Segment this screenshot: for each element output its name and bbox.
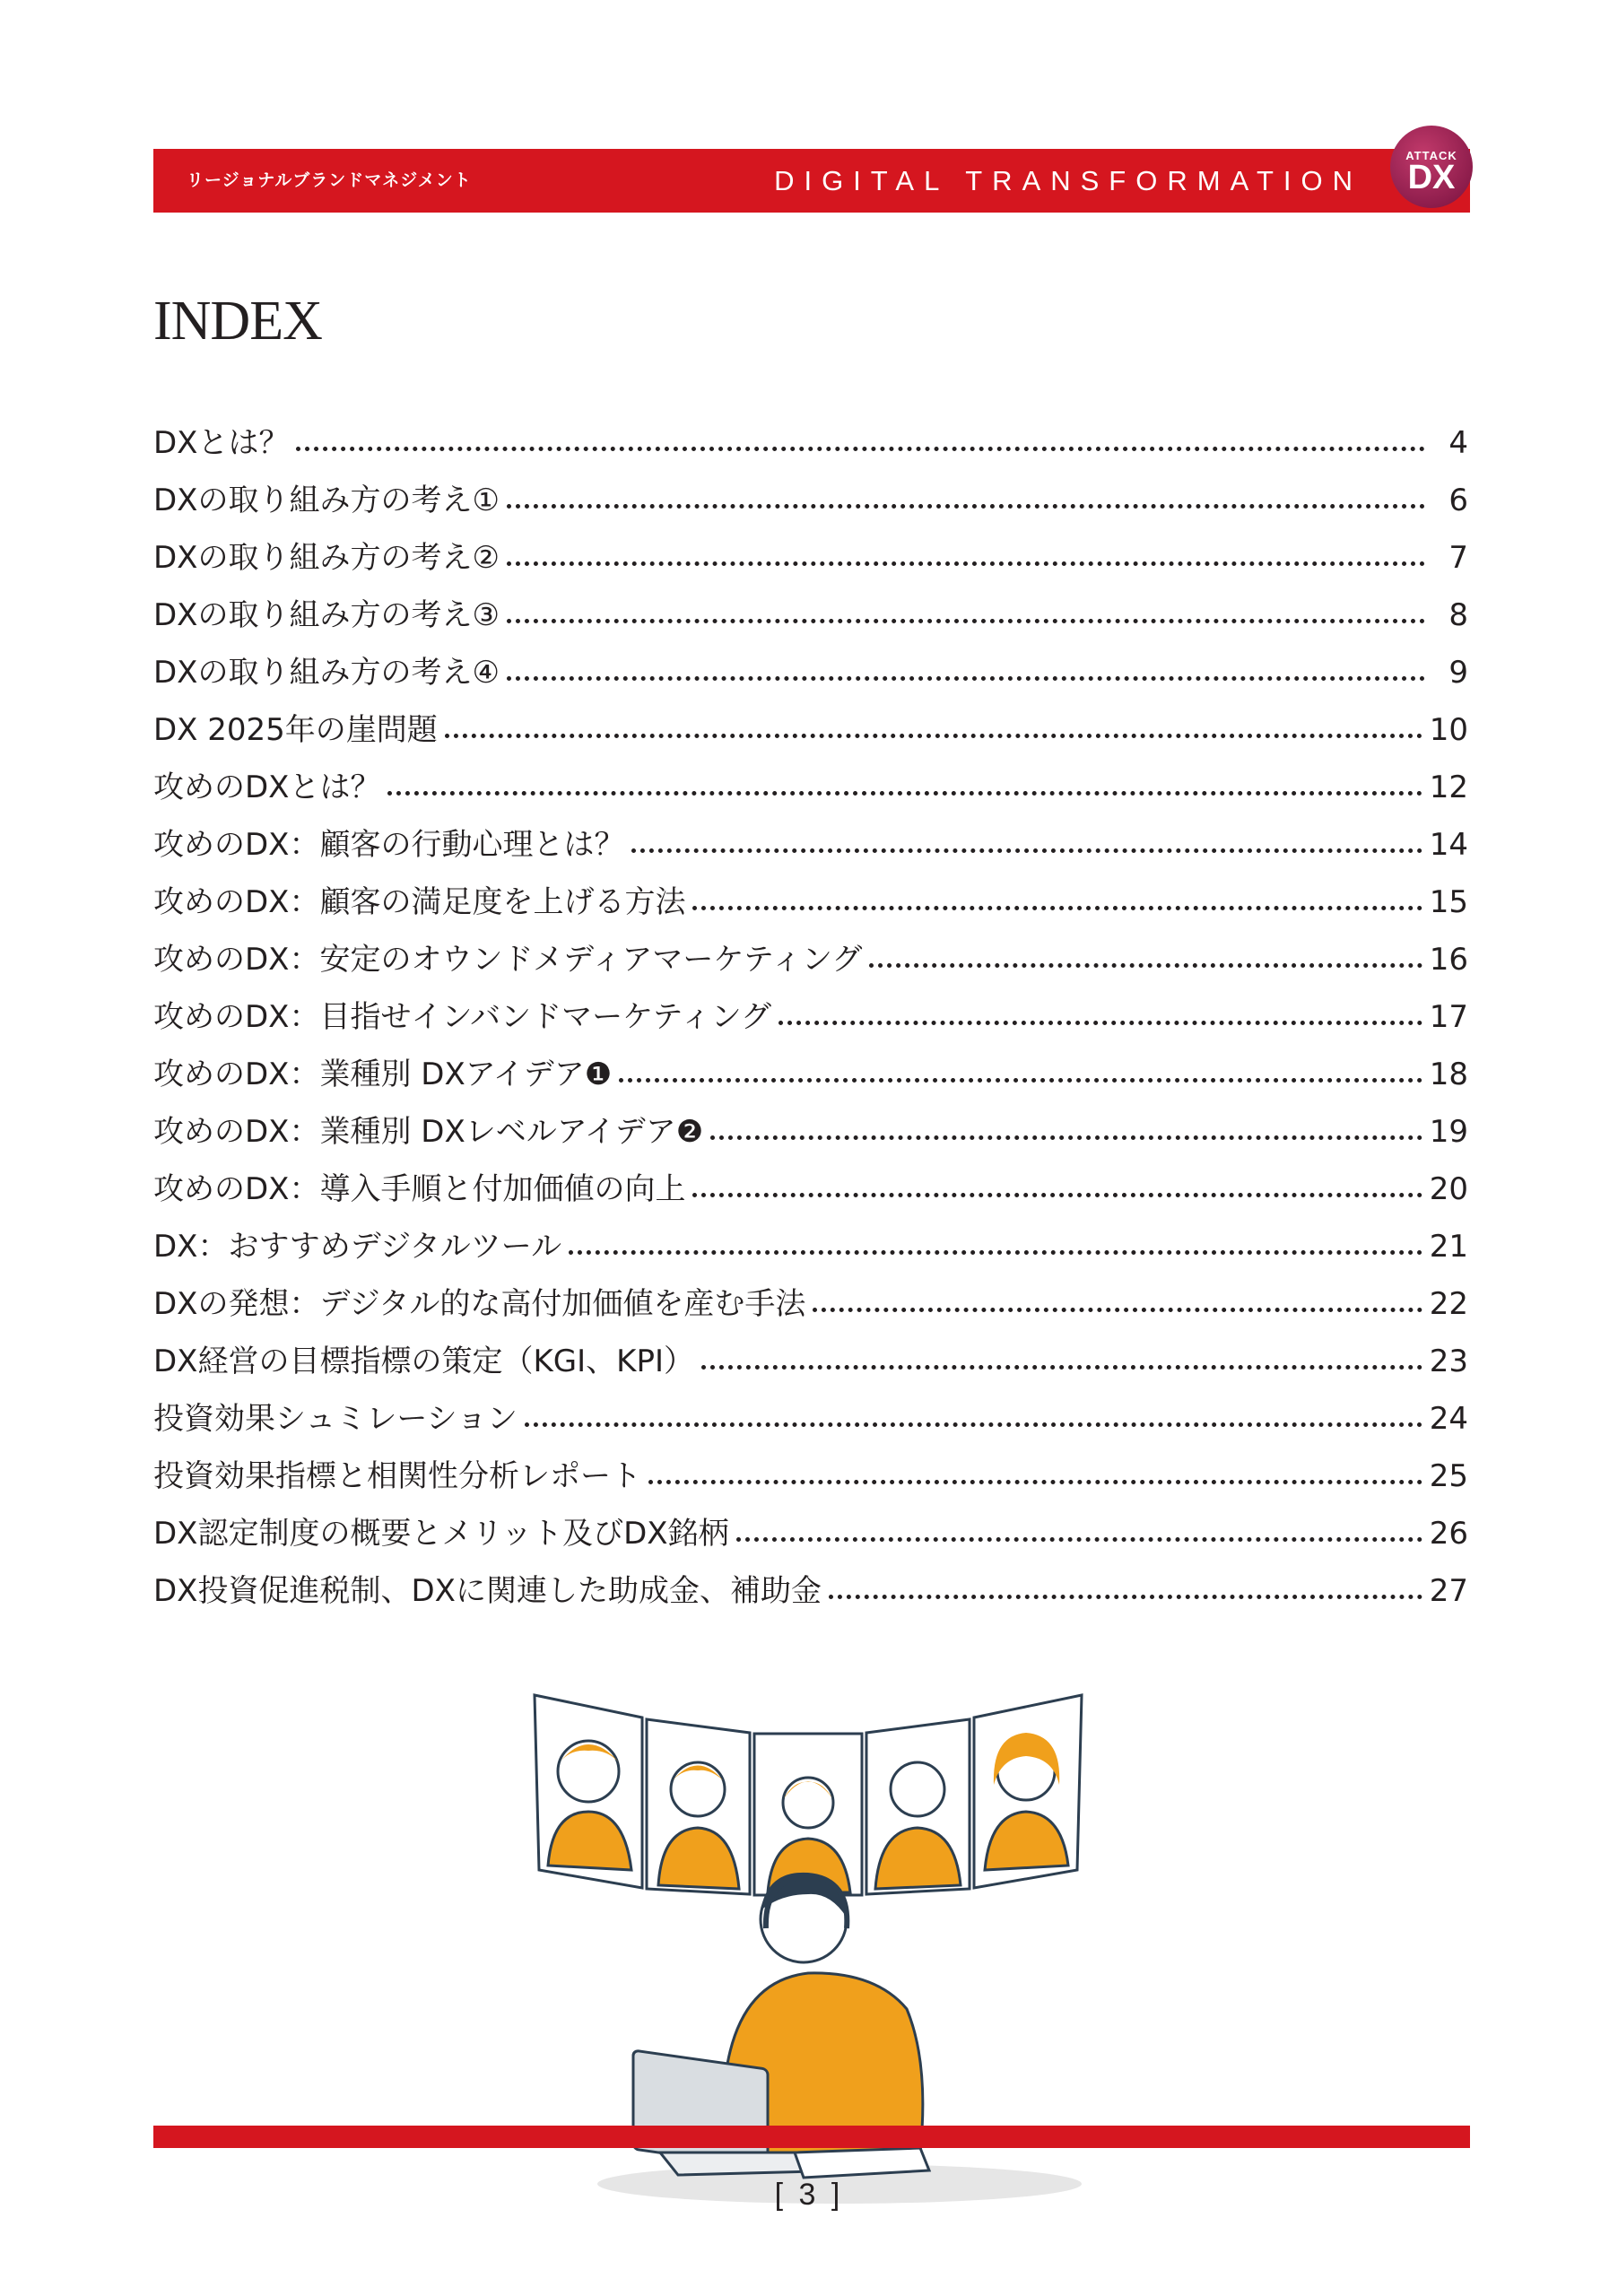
toc-item-page-number: 7 xyxy=(1448,540,1468,576)
toc-item[interactable] xyxy=(153,931,1468,988)
toc-item-leader-dots xyxy=(701,1365,1422,1370)
toc-item[interactable] xyxy=(153,529,1468,587)
toc-item-page-number: 26 xyxy=(1429,1516,1468,1552)
table-of-contents xyxy=(153,414,1468,1620)
toc-item-label: 攻めのDX：目指せインバンドマーケティング xyxy=(153,999,772,1035)
toc-item-label: DX経営の目標指標の策定（KGI、KPI） xyxy=(153,1344,694,1379)
toc-item[interactable] xyxy=(153,1103,1468,1161)
toc-item[interactable] xyxy=(153,1562,1468,1620)
toc-item-page-number: 10 xyxy=(1429,712,1468,748)
toc-item[interactable] xyxy=(153,414,1468,472)
toc-item[interactable] xyxy=(153,874,1468,931)
toc-item-page-number: 19 xyxy=(1429,1114,1468,1150)
logo-top-text: ATTACK xyxy=(1405,149,1457,162)
toc-item-leader-dots xyxy=(296,447,1425,451)
toc-item-page-number: 23 xyxy=(1429,1344,1468,1379)
toc-item[interactable] xyxy=(153,1161,1468,1218)
toc-item[interactable] xyxy=(153,1333,1468,1390)
participant-3-head xyxy=(783,1778,833,1828)
toc-item-label: 攻めのDXとは？ xyxy=(153,770,381,805)
toc-item-label: DX：おすすめデジタルツール xyxy=(153,1229,562,1265)
toc-item[interactable] xyxy=(153,1046,1468,1103)
toc-item-page-number: 20 xyxy=(1429,1171,1468,1207)
toc-item-label: 投資効果指標と相関性分析レポート xyxy=(153,1458,641,1494)
toc-item-label: 攻めのDX：業種別 DXアイデア❶ xyxy=(153,1057,613,1092)
toc-item[interactable] xyxy=(153,759,1468,816)
toc-item-page-number: 16 xyxy=(1429,942,1468,978)
page-number: [ 3 ] xyxy=(774,2178,844,2212)
toc-item[interactable] xyxy=(153,1275,1468,1333)
toc-item-leader-dots xyxy=(869,963,1422,968)
toc-item[interactable] xyxy=(153,644,1468,701)
toc-item[interactable] xyxy=(153,1390,1468,1448)
toc-item-leader-dots xyxy=(507,561,1425,566)
toc-item-page-number: 12 xyxy=(1429,770,1468,805)
toc-item-leader-dots xyxy=(387,791,1422,796)
toc-item[interactable] xyxy=(153,1505,1468,1562)
toc-item-page-number: 22 xyxy=(1429,1286,1468,1322)
toc-item-leader-dots xyxy=(445,734,1422,738)
toc-item-page-number: 17 xyxy=(1429,999,1468,1035)
toc-item-leader-dots xyxy=(569,1250,1422,1255)
operator xyxy=(597,1873,1082,2204)
toc-item-leader-dots xyxy=(507,676,1425,681)
toc-item-label: DXの発想：デジタル的な高付加価値を産む手法 xyxy=(153,1286,806,1322)
toc-item-leader-dots xyxy=(692,906,1422,910)
toc-item-leader-dots xyxy=(619,1078,1422,1083)
toc-item-page-number: 25 xyxy=(1429,1458,1468,1494)
toc-item-leader-dots xyxy=(779,1021,1422,1025)
toc-item[interactable] xyxy=(153,1448,1468,1505)
toc-item-leader-dots xyxy=(507,504,1425,509)
toc-item-page-number: 9 xyxy=(1448,655,1468,691)
toc-item[interactable] xyxy=(153,1218,1468,1275)
toc-item-label: DXの取り組み方の考え① xyxy=(153,483,500,518)
logo-main-text: DX xyxy=(1407,159,1456,196)
toc-item-label: DXの取り組み方の考え② xyxy=(153,540,500,576)
toc-item-label: 攻めのDX：安定のオウンドメディアマーケティング xyxy=(153,942,863,978)
attack-dx-logo xyxy=(1390,126,1473,208)
toc-item-leader-dots xyxy=(507,619,1425,623)
toc-item[interactable] xyxy=(153,988,1468,1046)
toc-item-page-number: 18 xyxy=(1429,1057,1468,1092)
toc-item-label: 攻めのDX：顧客の行動心理とは？ xyxy=(153,827,625,863)
toc-item-label: 攻めのDX：業種別 DXレベルアイデア❷ xyxy=(153,1114,704,1150)
toc-item-page-number: 27 xyxy=(1429,1573,1468,1609)
toc-item-leader-dots xyxy=(813,1308,1422,1312)
toc-item-label: DX認定制度の概要とメリット及びDX銘柄 xyxy=(153,1516,729,1552)
toc-item-page-number: 6 xyxy=(1448,483,1468,518)
toc-item-label: 投資効果シュミレーション xyxy=(153,1401,518,1437)
toc-item[interactable] xyxy=(153,587,1468,644)
toc-item-leader-dots xyxy=(710,1135,1422,1140)
page-title: INDEX xyxy=(153,291,322,352)
toc-item-label: DXの取り組み方の考え③ xyxy=(153,597,500,633)
toc-item-page-number: 4 xyxy=(1448,425,1468,461)
toc-item-label: DXの取り組み方の考え④ xyxy=(153,655,500,691)
toc-item-page-number: 21 xyxy=(1429,1229,1468,1265)
toc-item-leader-dots xyxy=(692,1193,1422,1197)
toc-item[interactable] xyxy=(153,701,1468,759)
toc-item-leader-dots xyxy=(525,1422,1422,1427)
toc-item-page-number: 14 xyxy=(1429,827,1468,863)
toc-item-page-number: 24 xyxy=(1429,1401,1468,1437)
footer-bar xyxy=(153,2126,1470,2148)
header-tagline: DIGITAL TRANSFORMATION xyxy=(774,165,1362,196)
toc-item-leader-dots xyxy=(631,848,1422,853)
toc-item[interactable] xyxy=(153,472,1468,529)
toc-item-page-number: 15 xyxy=(1429,884,1468,920)
header-company-name: リージョナルブランドマネジメント xyxy=(187,170,472,190)
toc-item-leader-dots xyxy=(648,1480,1422,1484)
header-bar xyxy=(153,149,1470,213)
toc-item-leader-dots xyxy=(829,1595,1422,1599)
toc-item-label: 攻めのDX：導入手順と付加価値の向上 xyxy=(153,1171,686,1207)
toc-item-label: DX 2025年の崖問題 xyxy=(153,712,438,748)
laptop-screen xyxy=(633,2050,768,2168)
toc-item-label: DXとは？ xyxy=(153,425,290,461)
participant-4-head xyxy=(891,1762,944,1816)
toc-item-leader-dots xyxy=(736,1537,1422,1542)
toc-item-label: DX投資促進税制、DXに関連した助成金、補助金 xyxy=(153,1573,822,1609)
toc-item[interactable] xyxy=(153,816,1468,874)
toc-item-label: 攻めのDX：顧客の満足度を上げる方法 xyxy=(153,884,686,920)
toc-item-page-number: 8 xyxy=(1448,597,1468,633)
